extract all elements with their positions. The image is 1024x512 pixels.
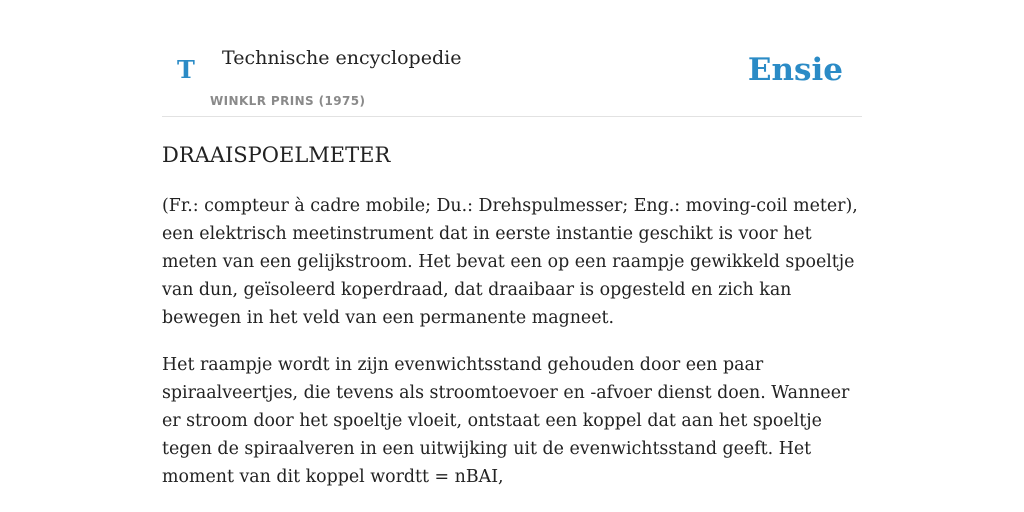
ensie-logo-link[interactable]: Ensie [747, 52, 843, 88]
encyclopedia-page [162, 0, 862, 487]
entry-title: DRAAISPOELMETER [162, 143, 391, 167]
entry-paragraph-1: (Fr.: compteur à cadre mobile; Du.: Drehspulmesser; Eng.: moving-coil meter), een elektrisch meetinstrument dat in eerste instantie geschikt is voor het meten van een gelijkstroom. Het bevat een op een raampje gewikkeld spoeltje van dun, geïsoleerd koperdraad, dat draaibaar is opgesteld en zich kan bewegen in het veld van een permanente magneet. [162, 196, 858, 328]
source-label: WINKLR PRINS (1975) [210, 94, 366, 108]
entry-paragraph-2: Het raampje wordt in zijn evenwichtsstand gehouden door een paar spiraalveertjes, die tevens als stroomtoevoer en -afvoer dienst doen. Wanneer er stroom door het spoeltje vloeit, ontstaat een koppel dat aan het spoeltje tegen de spiraalveren in een uitwijking uit de evenwichtsstand geeft. Het moment van dit koppel wordtt = nBAI, [162, 355, 850, 487]
book-title-link[interactable]: Technische encyclopedie [222, 47, 462, 69]
book-logo-icon[interactable]: T [177, 55, 195, 84]
book-header [162, 0, 862, 117]
